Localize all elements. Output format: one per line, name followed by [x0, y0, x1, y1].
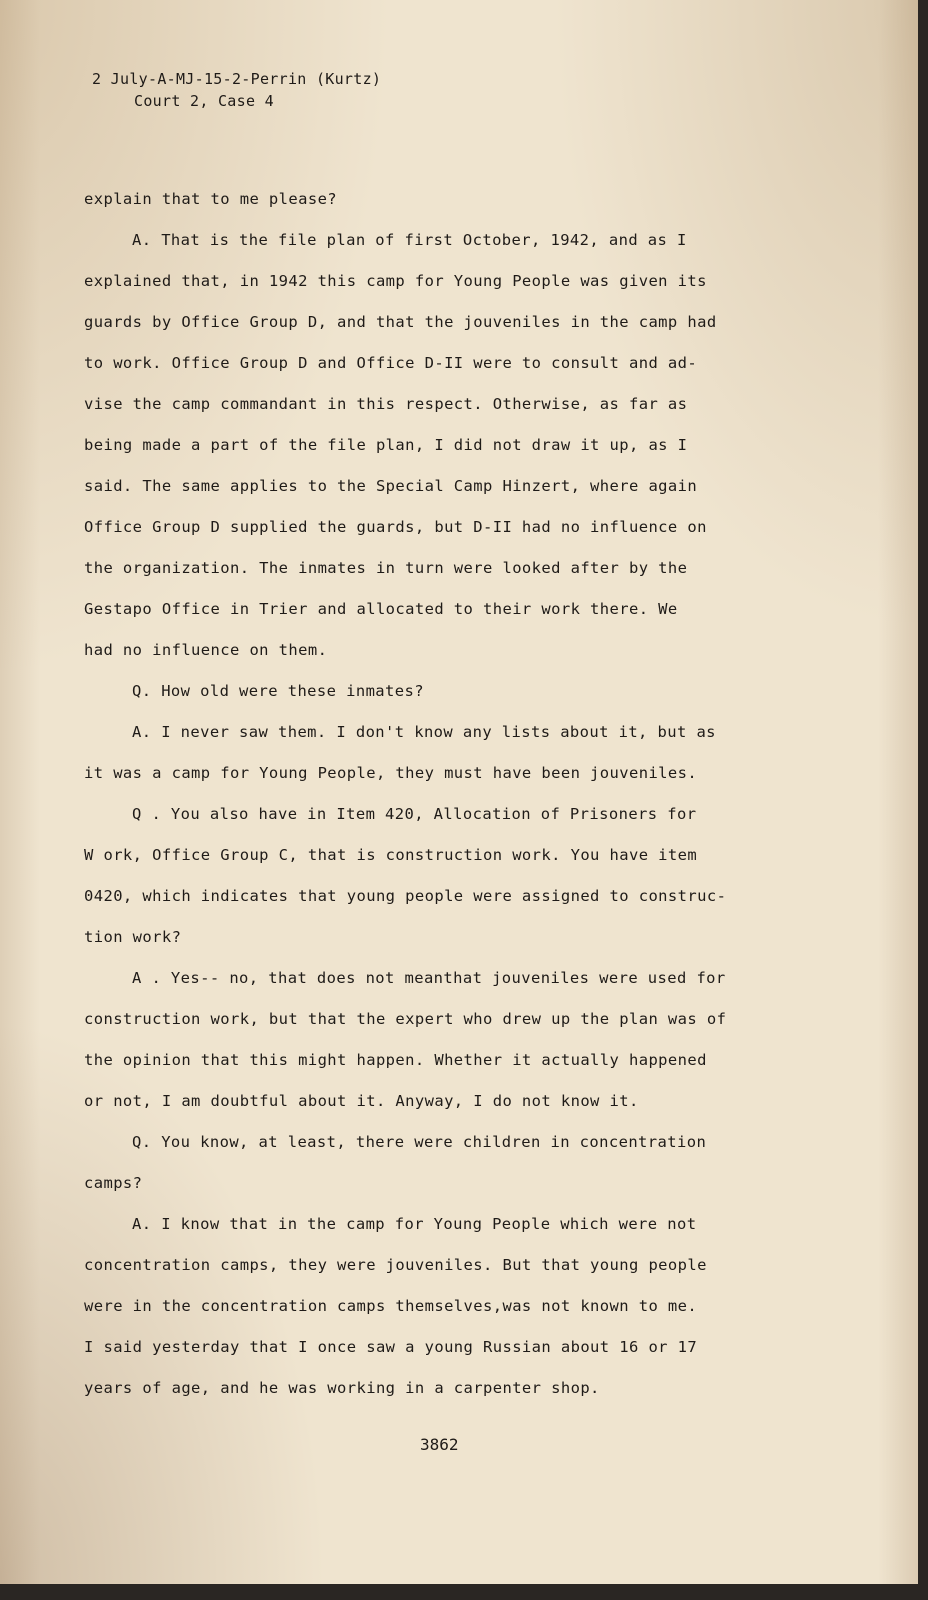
text-line: guards by Office Group D, and that the jouveniles in the camp had	[84, 313, 717, 331]
text-line: vise the camp commandant in this respect. Otherwise, as far as	[84, 395, 688, 413]
text-line: years of age, and he was working in a carpenter shop.	[84, 1379, 600, 1397]
case-reference: 2 July-A-MJ-15-2-Perrin (Kurtz)	[92, 70, 382, 88]
text-line: A. That is the file plan of first October, 1942, and as I	[132, 231, 687, 249]
text-line: it was a camp for Young People, they must have been jouveniles.	[84, 764, 698, 782]
text-line: 0420, which indicates that young people were assigned to construc-	[84, 887, 727, 905]
text-line: I said yesterday that I once saw a young Russian about 16 or 17	[84, 1338, 698, 1356]
text-line: A . Yes-- no, that does not meanthat jouveniles were used for	[132, 969, 726, 987]
text-line: Gestapo Office in Trier and allocated to their work there. We	[84, 600, 678, 618]
text-line: explained that, in 1942 this camp for Young People was given its	[84, 272, 707, 290]
text-line: camps?	[84, 1174, 143, 1192]
text-line: Q. How old were these inmates?	[132, 682, 424, 700]
case-header	[92, 68, 381, 112]
text-line: explain that to me please?	[84, 190, 338, 208]
text-line: concentration camps, they were jouveniles. But that young people	[84, 1256, 707, 1274]
court-case: Court 2, Case 4	[134, 92, 274, 110]
text-line: construction work, but that the expert who drew up the plan was of	[84, 1010, 727, 1028]
text-line: W ork, Office Group C, that is construction work. You have item	[84, 846, 698, 864]
text-line: said. The same applies to the Special Camp Hinzert, where again	[84, 477, 698, 495]
text-line: were in the concentration camps themselves,was not known to me.	[84, 1297, 698, 1315]
text-line: tion work?	[84, 928, 182, 946]
page-number: 3862	[420, 1435, 459, 1454]
text-line: had no influence on them.	[84, 641, 328, 659]
text-line: Q . You also have in Item 420, Allocation of Prisoners for	[132, 805, 697, 823]
text-line: to work. Office Group D and Office D-II were to consult and ad-	[84, 354, 698, 372]
text-line: A. I never saw them. I don't know any lists about it, but as	[132, 723, 716, 741]
text-line: Q. You know, at least, there were children in concentration	[132, 1133, 707, 1151]
text-line: being made a part of the file plan, I did not draw it up, as I	[84, 436, 688, 454]
text-line: the opinion that this might happen. Whether it actually happened	[84, 1051, 707, 1069]
text-line: A. I know that in the camp for Young People which were not	[132, 1215, 697, 1233]
text-line: Office Group D supplied the guards, but D-II had no influence on	[84, 518, 707, 536]
text-line: or not, I am doubtful about it. Anyway, I do not know it.	[84, 1092, 639, 1110]
text-line: the organization. The inmates in turn were looked after by the	[84, 559, 688, 577]
